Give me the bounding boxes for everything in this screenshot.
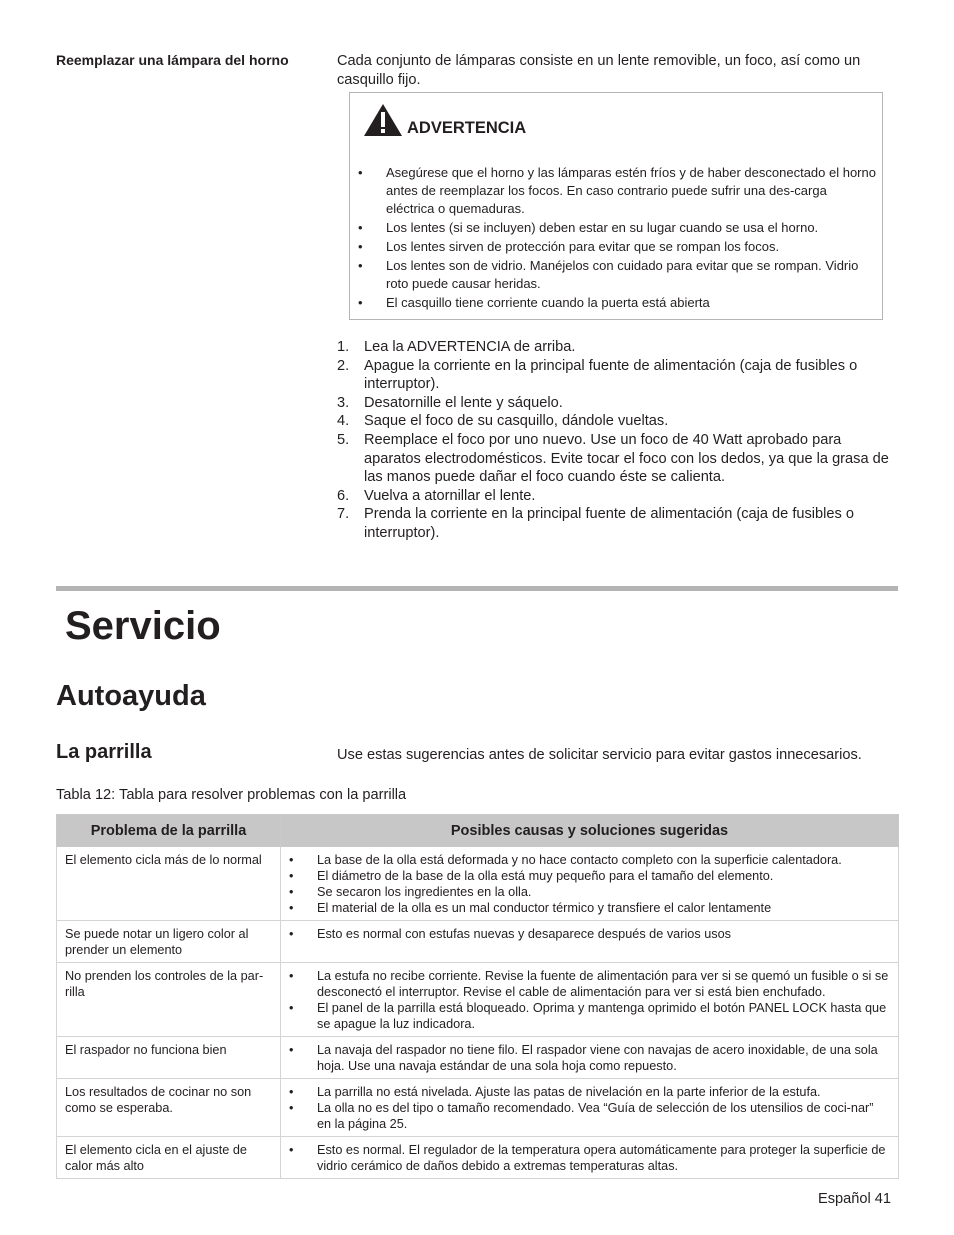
solution-text: La base de la olla está deformada y no hace contacto completo con la superficie calentadora. bbox=[317, 853, 842, 867]
solution-text: El material de la olla es un mal conductor térmico y transfiere el calor lentamente bbox=[317, 901, 772, 915]
solutions-list bbox=[289, 852, 890, 916]
bullet: • bbox=[289, 853, 294, 867]
step-text: Lea la ADVERTENCIA de arriba. bbox=[364, 339, 576, 355]
step-number: 3. bbox=[337, 394, 350, 411]
warning-item-text: Los lentes (si se incluyen) deben estar en su lugar cuando se usa el horno. bbox=[386, 220, 819, 235]
step-number: 1. bbox=[337, 339, 350, 355]
bullet: • bbox=[289, 901, 294, 915]
subsection-text: Use estas sugerencias antes de solicitar servicio para evitar gastos innecesarios. bbox=[337, 747, 862, 763]
warning-item bbox=[358, 219, 876, 237]
bullet: • bbox=[358, 258, 363, 273]
solutions-list bbox=[289, 1042, 890, 1074]
solution-text: Esto es normal con estufas nuevas y desaparece después de varios usos bbox=[317, 927, 731, 941]
solution-item bbox=[289, 884, 890, 900]
step-text: Apague la corriente en la principal fuente de alimentación (caja de fusibles o interruptor). bbox=[364, 357, 858, 393]
step-text: Desatornille el lente y sáquelo. bbox=[364, 394, 563, 411]
bullet: • bbox=[289, 1043, 294, 1057]
solution-item bbox=[289, 1042, 890, 1074]
bullet: • bbox=[289, 1143, 294, 1157]
warning-header bbox=[363, 103, 526, 137]
bullet: • bbox=[289, 927, 294, 941]
solutions-cell bbox=[281, 921, 899, 963]
solution-item bbox=[289, 1142, 890, 1174]
step-text: Prenda la corriente en la principal fuente de alimentación (caja de fusibles o interruptor). bbox=[364, 506, 854, 541]
warning-item bbox=[358, 238, 876, 256]
section-title: Autoayuda bbox=[56, 680, 206, 712]
solution-text: La parrilla no está nivelada. Ajuste las patas de nivelación en la parte inferior de la estufa. bbox=[317, 1085, 821, 1099]
bullet: • bbox=[289, 1001, 294, 1015]
chapter-title: Servicio bbox=[65, 604, 221, 648]
warning-item-text: Los lentes sirven de protección para evitar que se rompan los focos. bbox=[386, 239, 780, 254]
solution-text: El diámetro de la base de la olla está muy pequeño para el tamaño del elemento. bbox=[317, 869, 774, 883]
step-item bbox=[337, 412, 902, 431]
bullet: • bbox=[358, 239, 363, 254]
solutions-cell bbox=[281, 1079, 899, 1137]
step-number: 6. bbox=[337, 487, 350, 504]
header-problem: Problema de la parrilla bbox=[57, 815, 281, 847]
table-caption: Tabla 12: Tabla para resolver problemas con la parrilla bbox=[56, 787, 407, 803]
solution-item bbox=[289, 852, 890, 868]
step-item bbox=[337, 487, 902, 506]
warning-box bbox=[349, 92, 883, 320]
bullet: • bbox=[289, 869, 294, 883]
bullet: • bbox=[289, 885, 294, 899]
step-text: Reemplace el foco por uno nuevo. Use un foco de 40 Watt aprobado para aparatos electrodomésticos. Evite tocar el foco con los dedos, ya que la grasa de las manos puede dañar el foco cuando éste se calienta. bbox=[364, 431, 889, 486]
step-item bbox=[337, 338, 902, 357]
solutions-cell bbox=[281, 963, 899, 1037]
step-number: 4. bbox=[337, 413, 350, 430]
table-header-row bbox=[57, 815, 899, 847]
solution-text: Esto es normal. El regulador de la temperatura opera automáticamente para proteger la superficie de vidrio cerámico de daños debido a extremas temperaturas altas. bbox=[317, 1143, 886, 1173]
step-text: Vuelva a atornillar el lente. bbox=[364, 487, 536, 504]
solution-text: La olla no es del tipo o tamaño recomendado. Vea “Guía de selección de los utensilios de coci-nar” en la página 25. bbox=[317, 1101, 874, 1131]
bullet: • bbox=[358, 295, 363, 310]
step-number: 5. bbox=[337, 431, 350, 448]
solution-text: La navaja del raspador no tiene filo. El raspador viene con navajas de acero inoxidable, de una sola hoja. Use una navaja estándar de una sola hoja como repuesto. bbox=[317, 1043, 878, 1073]
bullet: • bbox=[358, 220, 363, 235]
solution-item bbox=[289, 1000, 890, 1032]
solutions-cell bbox=[281, 1037, 899, 1079]
solutions-cell bbox=[281, 847, 899, 921]
solution-text: Se secaron los ingredientes en la olla. bbox=[317, 885, 532, 899]
warning-item-text: Asegúrese que el horno y las lámparas estén fríos y de haber desconectado el horno antes de reemplazar los focos. En caso contrario puede sufrir una des-carga eléctrica o quemaduras. bbox=[386, 165, 876, 216]
table-row bbox=[57, 1037, 899, 1079]
bullet: • bbox=[289, 1085, 294, 1099]
bullet: • bbox=[289, 969, 294, 983]
warning-item-text: El casquillo tiene corriente cuando la puerta está abierta bbox=[386, 295, 710, 310]
steps-list bbox=[337, 338, 902, 543]
warning-item-text: Los lentes son de vidrio. Manéjelos con cuidado para evitar que se rompan. Vidrio roto puede causar heridas. bbox=[386, 258, 859, 291]
step-text: Saque el foco de su casquillo, dándole vueltas. bbox=[364, 413, 669, 430]
step-item bbox=[337, 505, 902, 542]
warning-item bbox=[358, 257, 876, 293]
problem-cell: Se puede notar un ligero color al prender un elemento bbox=[57, 921, 281, 963]
solutions-list bbox=[289, 968, 890, 1032]
problem-cell: Los resultados de cocinar no son como se esperaba. bbox=[57, 1079, 281, 1137]
solutions-list bbox=[289, 1084, 890, 1132]
bullet: • bbox=[289, 1101, 294, 1115]
solution-item bbox=[289, 868, 890, 884]
solution-item bbox=[289, 926, 890, 942]
table-row bbox=[57, 963, 899, 1037]
solution-item bbox=[289, 1100, 890, 1132]
bullet: • bbox=[358, 165, 363, 180]
warning-item bbox=[358, 294, 876, 312]
warning-triangle-icon bbox=[363, 103, 403, 137]
step-item bbox=[337, 431, 902, 487]
warning-list bbox=[358, 164, 876, 313]
solution-item bbox=[289, 968, 890, 1000]
solution-item bbox=[289, 1084, 890, 1100]
lamp-replacement-heading: Reemplazar una lámpara del horno bbox=[56, 52, 289, 68]
problem-cell: No prenden los controles de la par-rilla bbox=[57, 963, 281, 1037]
step-item bbox=[337, 357, 902, 394]
step-number: 7. bbox=[337, 506, 350, 523]
table-row bbox=[57, 1137, 899, 1179]
subsection-title: La parrilla bbox=[56, 741, 152, 763]
solution-item bbox=[289, 900, 890, 916]
solutions-list bbox=[289, 1142, 890, 1174]
step-number: 2. bbox=[337, 357, 350, 374]
solution-text: La estufa no recibe corriente. Revise la fuente de alimentación para ver si se quemó un fusible o si se desconectó el interruptor. Revise el cable de alimentación para ver si está bien enchufado. bbox=[317, 969, 889, 999]
problem-cell: El raspador no funciona bien bbox=[57, 1037, 281, 1079]
table-body bbox=[57, 847, 899, 1179]
solution-text: El panel de la parrilla está bloqueado. Oprima y mantenga oprimido el botón PANEL LOCK hasta que se apague la luz indicadora. bbox=[317, 1001, 887, 1031]
table-row bbox=[57, 847, 899, 921]
table-row bbox=[57, 921, 899, 963]
page-footer: Español 41 bbox=[818, 1191, 892, 1207]
problem-cell: El elemento cicla más de lo normal bbox=[57, 847, 281, 921]
step-item bbox=[337, 394, 902, 413]
chapter-divider bbox=[56, 586, 898, 591]
troubleshooting-table bbox=[56, 814, 899, 1179]
warning-title: ADVERTENCIA bbox=[407, 119, 527, 137]
solutions-list bbox=[289, 926, 890, 942]
header-solutions: Posibles causas y soluciones sugeridas bbox=[281, 815, 899, 847]
solutions-cell bbox=[281, 1137, 899, 1179]
problem-cell: El elemento cicla en el ajuste de calor más alto bbox=[57, 1137, 281, 1179]
warning-item bbox=[358, 164, 876, 218]
lamp-intro-text: Cada conjunto de lámparas consiste en un lente removible, un foco, así como un casquillo fijo. bbox=[337, 53, 861, 88]
table-row bbox=[57, 1079, 899, 1137]
